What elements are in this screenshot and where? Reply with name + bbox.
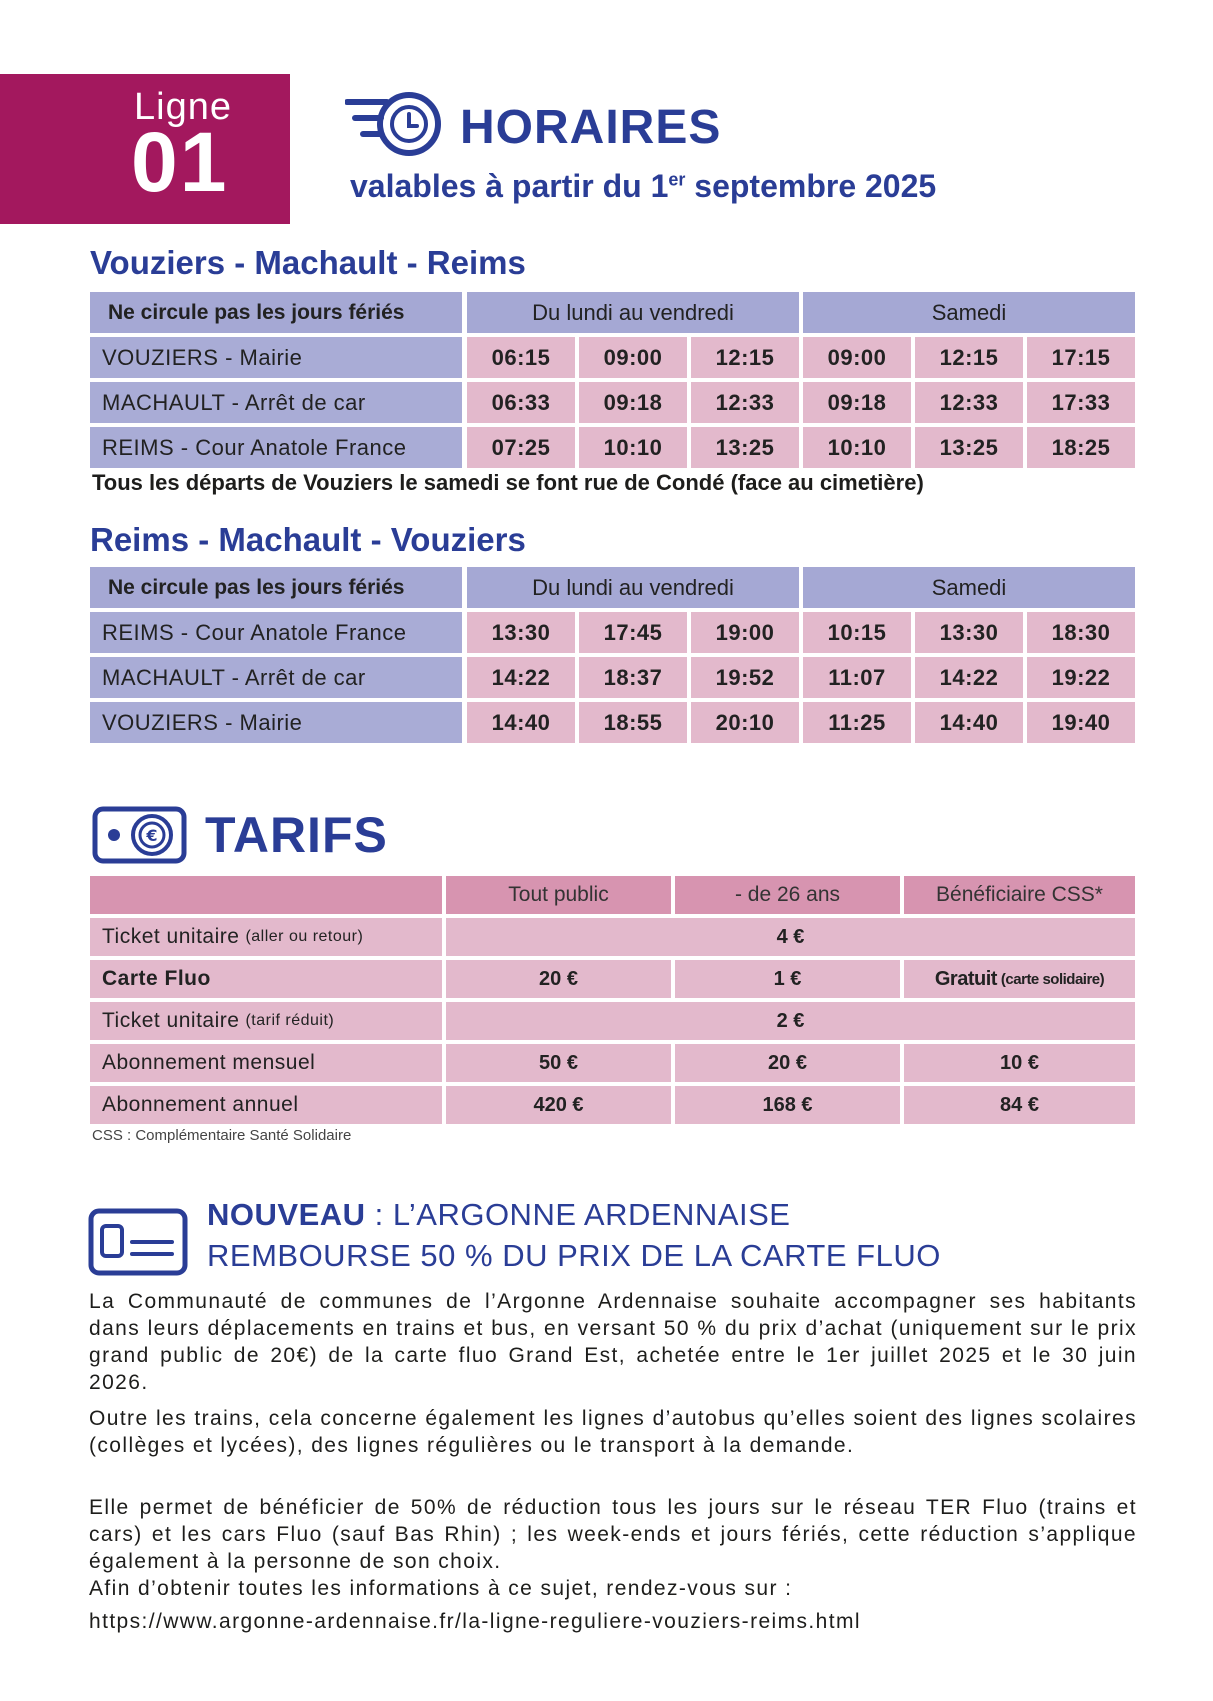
row-label: Abonnement mensuel [90, 1044, 442, 1082]
time-cell: 19:22 [1027, 657, 1135, 698]
row-label-detail: (tarif réduit) [245, 1012, 335, 1029]
nouveau-paragraph-4: Afin d’obtenir toutes les informations à ce sujet, rendez-vous sur : [89, 1577, 793, 1600]
line-number: 01 [131, 115, 229, 209]
stop-name: REIMS - Cour Anatole France [90, 427, 462, 468]
time-cell: 18:37 [579, 657, 687, 698]
time-cell: 17:15 [1027, 337, 1135, 378]
time-cell: 09:18 [579, 382, 687, 423]
nouveau-title-bold: NOUVEAU [207, 1197, 366, 1232]
row-label: Carte Fluo [90, 960, 442, 998]
nouveau-title [207, 1197, 790, 1233]
fluo-card-icon [88, 1208, 188, 1276]
header-css: Bénéficiaire CSS* [904, 876, 1135, 914]
horaires-title: HORAIRES [460, 101, 722, 154]
table-row [90, 918, 1135, 956]
tarifs-title: TARIFS [205, 807, 388, 863]
time-cell: 17:45 [579, 612, 687, 653]
info-url-link[interactable]: https://www.argonne-ardennaise.fr/la-ligne-reguliere-vouziers-reims.html [89, 1610, 861, 1633]
line-badge [0, 74, 290, 224]
header-label: Ne circule pas les jours fériés [90, 292, 462, 333]
time-cell: 19:40 [1027, 702, 1135, 743]
table-row [90, 960, 1135, 998]
nouveau-title-line2: REMBOURSE 50 % DU PRIX DE LA CARTE FLUO [207, 1238, 941, 1273]
stop-name: REIMS - Cour Anatole France [90, 612, 462, 653]
price-cell: 4 € [446, 918, 1135, 956]
time-cell: 20:10 [691, 702, 799, 743]
table-row [90, 702, 1135, 743]
time-cell: 18:55 [579, 702, 687, 743]
table-header [90, 876, 1135, 914]
time-cell: 11:07 [803, 657, 911, 698]
row-label-text: Ticket unitaire [102, 925, 240, 948]
time-cell: 18:30 [1027, 612, 1135, 653]
header-tout-public: Tout public [446, 876, 671, 914]
euro-card-icon [92, 806, 187, 864]
line-label: Ligne [134, 86, 232, 128]
saturday-note: Tous les départs de Vouziers le samedi se font rue de Condé (face au cimetière) [92, 470, 924, 495]
time-cell: 14:40 [915, 702, 1023, 743]
time-cell: 06:33 [467, 382, 575, 423]
time-cell: 14:40 [467, 702, 575, 743]
stop-name: MACHAULT - Arrêt de car [90, 657, 462, 698]
header-empty [90, 876, 442, 914]
css-footnote: CSS : Complémentaire Santé Solidaire [92, 1127, 352, 1144]
table-row [90, 1044, 1135, 1082]
time-cell: 12:33 [691, 382, 799, 423]
time-cell: 18:25 [1027, 427, 1135, 468]
price-cell: 10 € [904, 1044, 1135, 1082]
time-cell: 09:00 [579, 337, 687, 378]
time-cell: 13:25 [691, 427, 799, 468]
time-cell: 14:22 [467, 657, 575, 698]
time-cell: 10:10 [579, 427, 687, 468]
row-label [90, 918, 442, 956]
time-cell: 13:30 [915, 612, 1023, 653]
price-cell: 168 € [675, 1086, 900, 1124]
price-cell: 84 € [904, 1086, 1135, 1124]
price-detail: (carte solidaire) [1000, 970, 1105, 988]
svg-text:€: € [146, 826, 158, 845]
subtitle-suffix: septembre 2025 [685, 168, 937, 204]
nouveau-title-rest: : L’ARGONNE ARDENNAISE [365, 1197, 791, 1232]
time-cell: 11:25 [803, 702, 911, 743]
row-label: Abonnement annuel [90, 1086, 442, 1124]
header-weekdays: Du lundi au vendredi [467, 292, 799, 333]
table2-title: Reims - Machault - Vouziers [90, 521, 526, 558]
time-cell: 10:10 [803, 427, 911, 468]
horaires-subtitle [350, 168, 936, 205]
price-cell: 20 € [675, 1044, 900, 1082]
time-cell: 19:52 [691, 657, 799, 698]
time-cell: 09:18 [803, 382, 911, 423]
table-header [90, 292, 1135, 333]
subtitle-prefix: valables à partir du 1 [350, 168, 669, 204]
table-header [90, 567, 1135, 608]
time-cell: 14:22 [915, 657, 1023, 698]
clock-speed-icon [345, 88, 445, 158]
subtitle-sup: er [668, 169, 686, 190]
time-cell: 12:15 [915, 337, 1023, 378]
time-cell: 13:30 [467, 612, 575, 653]
header-saturday: Samedi [803, 292, 1135, 333]
price-cell: 50 € [446, 1044, 671, 1082]
time-cell: 19:00 [691, 612, 799, 653]
nouveau-paragraph-3: Elle permet de bénéficier de 50% de réduction tous les jours sur le réseau TER Fluo (trains et cars) et les cars Fluo (sauf Bas Rhin) ; les week-ends et jours fériés, cette réduction s’applique également à la personne de son choix. [89, 1496, 1137, 1573]
time-cell: 10:15 [803, 612, 911, 653]
time-cell: 17:33 [1027, 382, 1135, 423]
table1-title: Vouziers - Machault - Reims [90, 244, 526, 281]
header-moins-26: - de 26 ans [675, 876, 900, 914]
price-cell: 2 € [446, 1002, 1135, 1040]
time-cell: 06:15 [467, 337, 575, 378]
stop-name: VOUZIERS - Mairie [90, 337, 462, 378]
time-cell: 09:00 [803, 337, 911, 378]
stop-name: MACHAULT - Arrêt de car [90, 382, 462, 423]
row-label-text: Ticket unitaire [102, 1009, 240, 1032]
row-label-detail: (aller ou retour) [245, 928, 364, 945]
price-cell: 20 € [446, 960, 671, 998]
stop-name: VOUZIERS - Mairie [90, 702, 462, 743]
nouveau-paragraph-1: La Communauté de communes de l’Argonne Ardennaise souhaite accompagner ses habitants dans leurs déplacements en trains et bus, en versant 50 % du prix d’achat (uniquement sur le prix grand public de 20€) de la carte fluo Grand Est, achetée entre le 1er juillet 2025 et le 30 juin 2026. [89, 1290, 1137, 1394]
time-cell: 07:25 [467, 427, 575, 468]
table-row [90, 337, 1135, 378]
table-row [90, 612, 1135, 653]
table-row [90, 657, 1135, 698]
nouveau-paragraph-2: Outre les trains, cela concerne également les lignes d’autobus qu’elles soient des lignes scolaires (collèges et lycées), des lignes régulières ou le transport à la demande. [89, 1407, 1137, 1457]
time-cell: 13:25 [915, 427, 1023, 468]
price-cell: 420 € [446, 1086, 671, 1124]
table-row [90, 382, 1135, 423]
price-cell [904, 960, 1135, 998]
row-label [90, 1002, 442, 1040]
time-cell: 12:33 [915, 382, 1023, 423]
table-row [90, 1002, 1135, 1040]
header-saturday: Samedi [803, 567, 1135, 608]
header-label: Ne circule pas les jours fériés [90, 567, 462, 608]
price-cell: 1 € [675, 960, 900, 998]
time-cell: 12:15 [691, 337, 799, 378]
table-row [90, 1086, 1135, 1124]
table-row [90, 427, 1135, 468]
header-weekdays: Du lundi au vendredi [467, 567, 799, 608]
price-text: Gratuit [934, 967, 997, 990]
